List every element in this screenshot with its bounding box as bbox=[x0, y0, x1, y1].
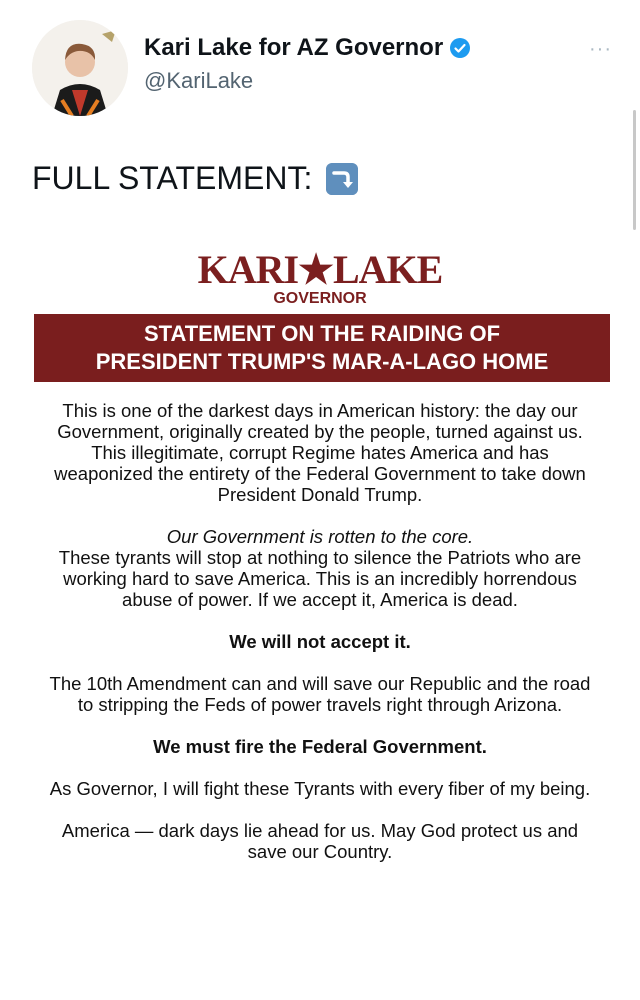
arrow-right-curving-down-icon bbox=[326, 163, 358, 195]
paragraph-1: This is one of the darkest days in American history: the day our Government, originally created by the people, turned against us. This illegitimate, corrupt Regime hates America and has weaponized the entirety of the Federal Government to take down President Donald Trump. bbox=[54, 400, 586, 505]
avatar[interactable] bbox=[32, 20, 128, 116]
paragraph-2-rest: These tyrants will stop at nothing to silence the Patriots who are working hard to save America. This is an incredibly horrendous abuse of power. If we accept it, America is dead. bbox=[58, 547, 582, 610]
paragraph-4: The 10th Amendment can and will save our Republic and the road to stripping the Feds of power travels right through Arizona. bbox=[49, 673, 591, 715]
paragraph-3: We will not accept it. bbox=[229, 631, 411, 652]
statement-body bbox=[40, 400, 600, 883]
more-options-icon[interactable]: ··· bbox=[589, 38, 612, 60]
display-name[interactable]: Kari Lake for AZ Governor bbox=[144, 34, 444, 61]
scrollbar[interactable] bbox=[633, 110, 636, 230]
paragraph-6: As Governor, I will fight these Tyrants with every fiber of my being. bbox=[49, 778, 591, 799]
paragraph-5: We must fire the Federal Government. bbox=[153, 736, 487, 757]
paragraph-2 bbox=[40, 526, 600, 610]
banner-line-2: PRESIDENT TRUMP'S MAR-A-LAGO HOME bbox=[95, 349, 549, 374]
user-handle[interactable]: @KariLake bbox=[144, 68, 254, 93]
tweet-text-content: FULL STATEMENT: bbox=[32, 160, 313, 196]
verified-badge-icon bbox=[449, 37, 471, 59]
tweet-text bbox=[32, 160, 358, 197]
tweet-header bbox=[32, 20, 612, 120]
logo-sub-text: GOVERNOR bbox=[273, 290, 367, 307]
statement-banner bbox=[34, 314, 610, 382]
paragraph-2-italic: Our Government is rotten to the core. bbox=[166, 526, 474, 547]
banner-line-1: STATEMENT ON THE RAIDING OF bbox=[143, 321, 501, 346]
logo-main-text: KARI★LAKE bbox=[197, 247, 443, 292]
paragraph-7: America — dark days lie ahead for us. May God protect us and save our Country. bbox=[61, 820, 579, 862]
campaign-logo bbox=[0, 247, 640, 308]
